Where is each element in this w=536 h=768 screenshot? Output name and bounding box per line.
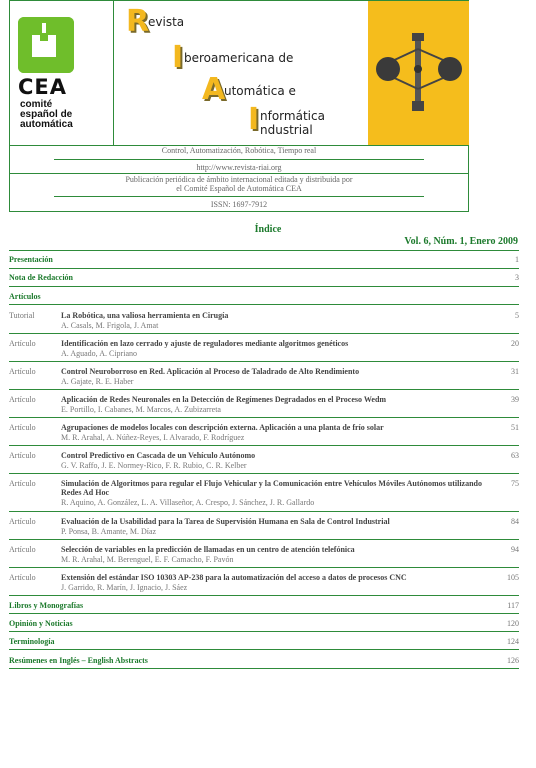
robot-arm-icon: [368, 1, 469, 146]
issn: ISSN: 1697-7912: [210, 200, 268, 209]
divider: [9, 511, 519, 512]
section-terminologia[interactable]: Terminología 124: [9, 637, 519, 646]
section-articulos: Artículos: [9, 292, 41, 301]
header-info: [10, 146, 468, 155]
divider: [9, 361, 519, 362]
cea-subtitle: comité español de automática: [20, 99, 73, 130]
divider: [9, 613, 519, 614]
journal-keywords: Control, Automatización, Robótica, Tiempo real: [161, 146, 317, 155]
title-initial-a: A: [202, 72, 226, 107]
title-word-revista: evista: [148, 15, 185, 29]
cea-logo: [10, 1, 114, 146]
journal-header: [9, 0, 469, 212]
section-opinion[interactable]: Opinión y Noticias 120: [9, 619, 519, 628]
publication-note-1: Publicación periódica de ámbito internacional editada y distribuida por: [125, 175, 353, 184]
divider: [9, 268, 519, 269]
title-initial-i2: I: [248, 102, 260, 137]
divider: [10, 173, 468, 174]
title-initial-i1: I: [172, 40, 184, 75]
divider: [9, 668, 519, 669]
divider: [54, 159, 424, 160]
title-initial-r: R: [126, 4, 150, 39]
section-libros[interactable]: Libros y Monografías 117: [9, 601, 519, 610]
volume-info: Vol. 6, Núm. 1, Enero 2009: [404, 236, 518, 247]
divider: [9, 389, 519, 390]
index-title: Índice: [254, 224, 282, 235]
divider: [9, 304, 519, 305]
divider: [9, 250, 519, 251]
divider: [9, 286, 519, 287]
cea-logo-icon: [18, 17, 74, 73]
divider: [9, 333, 519, 334]
divider: [9, 445, 519, 446]
section-abstracts[interactable]: Resúmenes en Inglés – English Abstracts 126: [9, 656, 519, 665]
divider: [9, 595, 519, 596]
divider: [9, 631, 519, 632]
publication-note-2: el Comité Español de Automática CEA: [176, 184, 302, 193]
section-presentacion[interactable]: Presentación 1: [9, 255, 519, 264]
title-word-informatica-industrial: nformática ndustrial: [260, 109, 325, 137]
journal-title: [114, 1, 368, 146]
robot-illustration: [368, 1, 469, 146]
journal-url[interactable]: http://www.revista-riai.org: [196, 163, 282, 172]
divider: [54, 196, 424, 197]
cea-acronym: CEA: [18, 75, 68, 99]
divider: [9, 567, 519, 568]
section-nota-redaccion[interactable]: Nota de Redacción 3: [9, 273, 519, 282]
divider: [9, 417, 519, 418]
title-word-iberoamericana: beroamericana de: [184, 51, 294, 65]
divider: [9, 473, 519, 474]
title-word-automatica: utomática e: [224, 84, 296, 98]
divider: [9, 539, 519, 540]
divider: [9, 649, 519, 650]
